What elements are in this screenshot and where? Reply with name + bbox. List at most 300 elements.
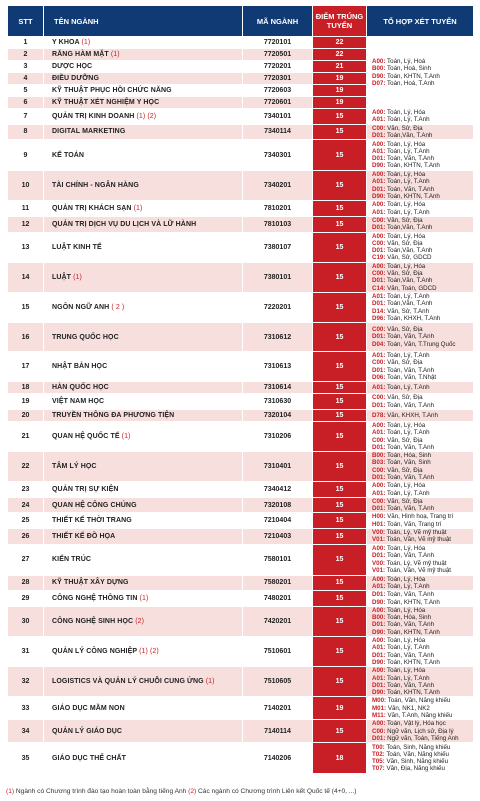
combination-line bbox=[372, 201, 473, 208]
combination-line bbox=[372, 277, 473, 284]
row-major-name bbox=[44, 394, 243, 410]
row-major-code: 7380101 bbox=[243, 262, 313, 292]
combination-subjects: Toán, Lý, Hóa bbox=[387, 667, 426, 675]
combination-subjects: Toán, Lý, T.Anh bbox=[387, 116, 430, 124]
row-combination bbox=[367, 292, 474, 322]
combination-line bbox=[372, 193, 473, 200]
combination-subjects: Toán, Văn, T.Anh bbox=[387, 366, 435, 374]
combination-code: A00: bbox=[372, 262, 386, 270]
combination-subjects: Văn, KHXH, T.Anh bbox=[387, 411, 438, 419]
combination-line bbox=[372, 109, 473, 116]
combination-subjects: Văn, T.Anh, Năng khiếu bbox=[387, 712, 453, 719]
row-major-name bbox=[44, 97, 243, 109]
combination-line bbox=[372, 58, 473, 65]
footnote-mark-1: (1) bbox=[6, 788, 15, 795]
row-major-name bbox=[44, 262, 243, 292]
row-major-code: 7320104 bbox=[243, 409, 313, 421]
row-major-code: 7310206 bbox=[243, 421, 313, 451]
combination-line bbox=[372, 186, 473, 193]
combination-code: C00: bbox=[372, 124, 386, 132]
row-major-name bbox=[44, 667, 243, 697]
row-score: 15 bbox=[313, 382, 367, 394]
table-row bbox=[8, 352, 474, 382]
combination-line bbox=[372, 155, 473, 162]
combination-code: A00: bbox=[372, 637, 386, 645]
combination-code: A00: bbox=[372, 232, 386, 240]
row-score: 15 bbox=[313, 544, 367, 575]
row-score: 15 bbox=[313, 124, 367, 140]
row-score: 15 bbox=[313, 352, 367, 382]
combination-line bbox=[372, 412, 473, 419]
major-note: (1) bbox=[73, 273, 82, 281]
combination-code: A00: bbox=[372, 171, 386, 179]
combination-line bbox=[372, 326, 473, 333]
combination-code: D01: bbox=[372, 155, 386, 163]
combination-line bbox=[372, 644, 473, 651]
row-major-code: 7340114 bbox=[243, 124, 313, 140]
row-stt: 32 bbox=[8, 667, 44, 697]
combination-code: C00: bbox=[372, 216, 386, 224]
combination-subjects: Toán, Lý, Hóa bbox=[387, 606, 426, 614]
row-major-code: 7720101 bbox=[243, 37, 313, 49]
combination-subjects: Toán, Lý, Hóa bbox=[387, 545, 426, 553]
row-combination bbox=[367, 513, 474, 529]
row-combination bbox=[367, 37, 474, 109]
combination-subjects: Toán, Văn, T.Anh bbox=[387, 473, 435, 481]
combination-code: D01: bbox=[372, 505, 386, 513]
combination-subjects: Toán, Văn, Vẽ mỹ thuật bbox=[386, 536, 452, 544]
combination-code: C00: bbox=[372, 394, 386, 402]
major-name-text: CÔNG NGHỆ SINH HỌC bbox=[52, 617, 134, 625]
table-row bbox=[8, 497, 474, 513]
combination-line bbox=[372, 132, 473, 139]
major-note: ( 2 ) bbox=[111, 304, 125, 312]
row-stt: 7 bbox=[8, 109, 44, 125]
combination-line bbox=[372, 263, 473, 270]
combination-code: A00: bbox=[372, 201, 386, 209]
combination-line bbox=[372, 178, 473, 185]
table-row bbox=[8, 37, 474, 49]
row-stt: 30 bbox=[8, 606, 44, 636]
combination-subjects: Văn, Sử, Địa bbox=[387, 497, 423, 505]
major-name-text: QUẢN TRỊ KHÁCH SẠN bbox=[52, 205, 132, 213]
combination-line bbox=[372, 116, 473, 123]
combination-code: D90: bbox=[372, 72, 386, 80]
major-name-text: QUẢN LÝ GIÁO DỤC bbox=[52, 727, 123, 735]
row-combination bbox=[367, 201, 474, 217]
row-score: 15 bbox=[313, 529, 367, 545]
row-major-code: 7210404 bbox=[243, 513, 313, 529]
row-score: 19 bbox=[313, 73, 367, 85]
row-major-code: 7510605 bbox=[243, 667, 313, 697]
table-row bbox=[8, 409, 474, 421]
row-stt: 21 bbox=[8, 421, 44, 451]
row-combination bbox=[367, 743, 474, 774]
combination-code: A00: bbox=[372, 606, 386, 614]
combination-code: V00: bbox=[372, 529, 386, 537]
combination-line bbox=[372, 629, 473, 636]
combination-line bbox=[372, 65, 473, 72]
row-major-code: 7320108 bbox=[243, 497, 313, 513]
table-row bbox=[8, 452, 474, 482]
row-score: 15 bbox=[313, 409, 367, 421]
table-row bbox=[8, 382, 474, 394]
row-major-name bbox=[44, 497, 243, 513]
row-score: 15 bbox=[313, 720, 367, 743]
combination-line bbox=[372, 652, 473, 659]
row-major-name bbox=[44, 171, 243, 201]
combination-code: D01: bbox=[372, 366, 386, 374]
row-major-name bbox=[44, 452, 243, 482]
combination-line bbox=[372, 125, 473, 132]
row-score: 19 bbox=[313, 97, 367, 109]
combination-code: D01: bbox=[372, 443, 386, 451]
combination-code: D90: bbox=[372, 193, 386, 201]
combination-subjects: Toán, Lý, T.Anh bbox=[387, 178, 430, 186]
combination-code: D01: bbox=[372, 185, 386, 193]
combination-line bbox=[372, 374, 473, 381]
row-combination bbox=[367, 606, 474, 636]
row-score: 15 bbox=[313, 109, 367, 125]
major-name-text: TÀI CHÍNH - NGÂN HÀNG bbox=[52, 182, 139, 190]
combination-line bbox=[372, 333, 473, 340]
combination-line bbox=[372, 576, 473, 583]
combination-subjects: Toán, Văn, T.Anh bbox=[387, 681, 435, 689]
row-combination bbox=[367, 697, 474, 720]
combination-subjects: Toán,Văn, T.Anh bbox=[387, 131, 433, 139]
combination-line bbox=[372, 148, 473, 155]
combination-code: T05: bbox=[372, 758, 385, 766]
row-major-code: 7310401 bbox=[243, 452, 313, 482]
combination-subjects: Toán, KHTN, T.Anh bbox=[387, 72, 440, 80]
combination-line bbox=[372, 758, 473, 765]
major-name-text: QUẢN TRỊ KINH DOANH bbox=[52, 112, 135, 120]
combination-line bbox=[372, 247, 473, 254]
combination-code: C00: bbox=[372, 326, 386, 334]
combination-subjects: Văn, NK1, NK2 bbox=[387, 704, 430, 712]
combination-line bbox=[372, 728, 473, 735]
row-major-name bbox=[44, 292, 243, 322]
combination-line bbox=[372, 467, 473, 474]
table-row bbox=[8, 720, 474, 743]
row-combination bbox=[367, 109, 474, 125]
combination-subjects: Toán,Văn, T.Anh bbox=[387, 247, 433, 255]
row-score: 15 bbox=[313, 513, 367, 529]
row-combination bbox=[367, 382, 474, 394]
row-score: 15 bbox=[313, 421, 367, 451]
combination-line bbox=[372, 697, 473, 704]
row-combination bbox=[367, 171, 474, 201]
combination-code: A01: bbox=[372, 429, 386, 437]
combination-code: T07: bbox=[372, 765, 385, 773]
combination-line bbox=[372, 675, 473, 682]
combination-subjects: Văn, Sử, Địa bbox=[387, 436, 423, 444]
row-score: 15 bbox=[313, 201, 367, 217]
combination-code: D01: bbox=[372, 552, 386, 560]
combination-line bbox=[372, 536, 473, 543]
header-major-name: TÊN NGÀNH bbox=[44, 6, 243, 37]
row-combination bbox=[367, 394, 474, 410]
table-row bbox=[8, 323, 474, 352]
row-combination bbox=[367, 544, 474, 575]
row-score: 15 bbox=[313, 292, 367, 322]
row-major-code: 7420201 bbox=[243, 606, 313, 636]
combination-subjects: Toán,Văn, T.Anh bbox=[387, 224, 433, 232]
combination-line bbox=[372, 705, 473, 712]
row-stt: 20 bbox=[8, 409, 44, 421]
row-combination bbox=[367, 124, 474, 140]
combination-subjects: Toán,Văn, T.Anh bbox=[387, 300, 433, 308]
combination-subjects: Toán, KHTN, T.Anh bbox=[387, 689, 440, 697]
combination-subjects: Toán, Sinh, Năng khiếu bbox=[386, 743, 451, 751]
combination-line bbox=[372, 474, 473, 481]
row-major-code: 7310630 bbox=[243, 394, 313, 410]
combination-code: D01: bbox=[372, 734, 386, 742]
combination-code: V01: bbox=[372, 536, 386, 544]
combination-line bbox=[372, 367, 473, 374]
row-combination bbox=[367, 421, 474, 451]
table-row bbox=[8, 262, 474, 292]
row-major-name bbox=[44, 409, 243, 421]
row-stt: 1 bbox=[8, 37, 44, 49]
major-note: (2) bbox=[135, 617, 145, 625]
combination-code: D90: bbox=[372, 628, 386, 636]
combination-code: A01: bbox=[372, 352, 386, 360]
table-row bbox=[8, 421, 474, 451]
combination-line bbox=[372, 459, 473, 466]
row-score: 21 bbox=[313, 61, 367, 73]
combination-line bbox=[372, 621, 473, 628]
combination-code: D01: bbox=[372, 131, 386, 139]
row-stt: 35 bbox=[8, 743, 44, 774]
combination-line bbox=[372, 452, 473, 459]
row-combination bbox=[367, 452, 474, 482]
combination-code: C00: bbox=[372, 497, 386, 505]
major-note: (1) bbox=[139, 595, 149, 603]
row-stt: 23 bbox=[8, 482, 44, 498]
footnote-text-1: Ngành có Chương trình đào tạo hoàn toàn bằng tiếng Anh bbox=[14, 788, 189, 795]
combination-code: D01: bbox=[372, 277, 386, 285]
major-note: (1) (2) bbox=[136, 112, 157, 120]
combination-code: A01: bbox=[372, 384, 386, 392]
combination-subjects: Ngữ văn, Lịch sử, Địa lý bbox=[387, 727, 454, 735]
combination-subjects: Toán, Lý, Hóa bbox=[387, 637, 426, 645]
combination-line bbox=[372, 341, 473, 348]
row-major-code: 7220201 bbox=[243, 292, 313, 322]
major-name-text: TRUNG QUỐC HỌC bbox=[52, 333, 119, 341]
row-major-name bbox=[44, 591, 243, 607]
combination-code: B00: bbox=[372, 65, 386, 73]
combination-subjects: Toán, Lý, T.Anh bbox=[387, 644, 430, 652]
combination-subjects: Toán, Văn, T.Anh bbox=[387, 552, 435, 560]
row-major-name bbox=[44, 140, 243, 171]
combination-line bbox=[372, 583, 473, 590]
major-name-text: LOGISTICS VÀ QUẢN LÝ CHUỖI CUNG ỨNG bbox=[52, 678, 204, 686]
combination-subjects: Toán, KHTN, T.Anh bbox=[387, 628, 440, 636]
combination-code: C00: bbox=[372, 727, 386, 735]
combination-subjects: Toán, Lý, T.Anh bbox=[387, 489, 430, 497]
row-combination bbox=[367, 232, 474, 262]
combination-line bbox=[372, 521, 473, 528]
combination-line bbox=[372, 689, 473, 696]
combination-subjects: Văn, Hình hoạ, Trang trí bbox=[387, 513, 454, 521]
row-major-name bbox=[44, 323, 243, 352]
row-score: 15 bbox=[313, 216, 367, 232]
combination-code: C00: bbox=[372, 359, 386, 367]
table-row bbox=[8, 482, 474, 498]
row-score: 15 bbox=[313, 575, 367, 591]
table-row bbox=[8, 743, 474, 774]
combination-code: C00: bbox=[372, 466, 386, 474]
row-score: 15 bbox=[313, 452, 367, 482]
combination-subjects: Toán, Văn, Trang trí bbox=[387, 520, 442, 528]
combination-line bbox=[372, 429, 473, 436]
combination-subjects: Toán, Lý, Vẽ mỹ thuật bbox=[386, 559, 447, 567]
table-body bbox=[8, 37, 474, 774]
combination-line bbox=[372, 682, 473, 689]
row-combination bbox=[367, 262, 474, 292]
combination-line bbox=[372, 614, 473, 621]
row-combination bbox=[367, 720, 474, 743]
row-stt: 34 bbox=[8, 720, 44, 743]
row-major-code: 7510601 bbox=[243, 637, 313, 667]
combination-code: C14: bbox=[372, 284, 386, 292]
row-major-name bbox=[44, 382, 243, 394]
combination-code: A01: bbox=[372, 674, 386, 682]
row-major-name bbox=[44, 720, 243, 743]
combination-code: V00: bbox=[372, 559, 386, 567]
major-name-text: TÂM LÝ HỌC bbox=[52, 463, 97, 471]
combination-subjects: Toán, Hoá, Sinh bbox=[387, 65, 432, 73]
combination-line bbox=[372, 270, 473, 277]
major-name-text: VIỆT NAM HỌC bbox=[52, 398, 105, 406]
combination-subjects: Văn, Sử, T.Anh bbox=[387, 307, 430, 315]
row-score: 15 bbox=[313, 171, 367, 201]
combination-line bbox=[372, 359, 473, 366]
row-major-code: 7380107 bbox=[243, 232, 313, 262]
combination-subjects: Toán, KHTN, T.Anh bbox=[387, 193, 440, 201]
combination-line bbox=[372, 141, 473, 148]
combination-code: D06: bbox=[372, 374, 386, 382]
combination-line bbox=[372, 498, 473, 505]
header-major-code: MÃ NGÀNH bbox=[243, 6, 313, 37]
combination-line bbox=[372, 224, 473, 231]
row-combination bbox=[367, 409, 474, 421]
row-major-code: 7140114 bbox=[243, 720, 313, 743]
major-name-text: HÀN QUỐC HỌC bbox=[52, 384, 109, 392]
combination-subjects: Toán, Hóa, Sinh bbox=[387, 452, 432, 460]
combination-subjects: Văn, Địa, Năng khiếu bbox=[386, 765, 445, 773]
combination-code: A00: bbox=[372, 109, 386, 116]
table-row bbox=[8, 637, 474, 667]
combination-code: A01: bbox=[372, 292, 386, 300]
combination-line bbox=[372, 308, 473, 315]
row-combination bbox=[367, 140, 474, 171]
row-major-code: 7310614 bbox=[243, 382, 313, 394]
row-stt: 18 bbox=[8, 382, 44, 394]
combination-line bbox=[372, 73, 473, 80]
combination-line bbox=[372, 751, 473, 758]
row-stt: 11 bbox=[8, 201, 44, 217]
combination-line bbox=[372, 667, 473, 674]
major-name-text: GIÁO DỤC MẦM NON bbox=[52, 704, 125, 712]
row-major-code: 7720501 bbox=[243, 49, 313, 61]
row-major-code: 7720601 bbox=[243, 97, 313, 109]
combination-code: B03: bbox=[372, 459, 386, 467]
combination-code: H00: bbox=[372, 513, 386, 521]
row-major-name bbox=[44, 37, 243, 49]
row-stt: 6 bbox=[8, 97, 44, 109]
row-score: 15 bbox=[313, 667, 367, 697]
combination-code: A00: bbox=[372, 482, 386, 490]
combination-line bbox=[372, 171, 473, 178]
combination-code: D90: bbox=[372, 658, 386, 666]
row-combination bbox=[367, 323, 474, 352]
major-name-text: GIÁO DỤC THỂ CHẤT bbox=[52, 754, 127, 762]
combination-code: A00: bbox=[372, 57, 386, 65]
combination-code: A01: bbox=[372, 644, 386, 652]
major-name-text: QUẢN TRỊ DỊCH VỤ DU LỊCH VÀ LỮ HÀNH bbox=[52, 220, 197, 228]
combination-code: D07: bbox=[372, 79, 386, 87]
major-name-text: CÔNG NGHỆ THÔNG TIN bbox=[52, 595, 138, 603]
combination-subjects: Toán, Hoá, T.Anh bbox=[387, 79, 435, 87]
combination-line bbox=[372, 545, 473, 552]
header-stt: STT bbox=[8, 6, 44, 37]
major-name-text: KỸ THUẬT PHỤC HỒI CHỨC NĂNG bbox=[52, 87, 172, 94]
combination-line bbox=[372, 744, 473, 751]
row-major-name bbox=[44, 529, 243, 545]
row-stt: 19 bbox=[8, 394, 44, 410]
combination-subjects: Toán, Hóa, Sinh bbox=[387, 614, 432, 622]
row-stt: 14 bbox=[8, 262, 44, 292]
combination-code: M01: bbox=[372, 704, 387, 712]
combination-code: D90: bbox=[372, 598, 386, 606]
combination-subjects: Toán, Văn, T.Anh bbox=[387, 651, 435, 659]
combination-line bbox=[372, 560, 473, 567]
combination-code: D04: bbox=[372, 340, 386, 348]
combination-subjects: Văn, Sử, Địa bbox=[387, 326, 423, 334]
combination-code: A00: bbox=[372, 140, 386, 148]
row-major-code: 7580101 bbox=[243, 544, 313, 575]
combination-line bbox=[372, 437, 473, 444]
table-row bbox=[8, 591, 474, 607]
major-name-text: THIẾT KẾ THỜI TRANG bbox=[52, 517, 132, 525]
combination-code: V01: bbox=[372, 566, 386, 574]
row-major-name bbox=[44, 544, 243, 575]
combination-subjects: Toán, Lý, Hoá bbox=[387, 57, 426, 65]
combination-code: A00: bbox=[372, 545, 386, 553]
row-major-code: 7210403 bbox=[243, 529, 313, 545]
combination-line bbox=[372, 591, 473, 598]
combination-line bbox=[372, 315, 473, 322]
combination-code: D14: bbox=[372, 307, 386, 315]
row-major-code: 7580201 bbox=[243, 575, 313, 591]
admission-table bbox=[7, 5, 474, 774]
row-combination bbox=[367, 497, 474, 513]
row-major-name bbox=[44, 232, 243, 262]
row-stt: 8 bbox=[8, 124, 44, 140]
combination-subjects: Toán, Lý, Hóa bbox=[387, 201, 426, 209]
row-major-name bbox=[44, 201, 243, 217]
row-score: 15 bbox=[313, 262, 367, 292]
combination-code: A01: bbox=[372, 489, 386, 497]
combination-code: A01: bbox=[372, 178, 386, 186]
row-stt: 31 bbox=[8, 637, 44, 667]
combination-line bbox=[372, 300, 473, 307]
row-stt: 24 bbox=[8, 497, 44, 513]
combination-line bbox=[372, 444, 473, 451]
row-combination bbox=[367, 575, 474, 591]
